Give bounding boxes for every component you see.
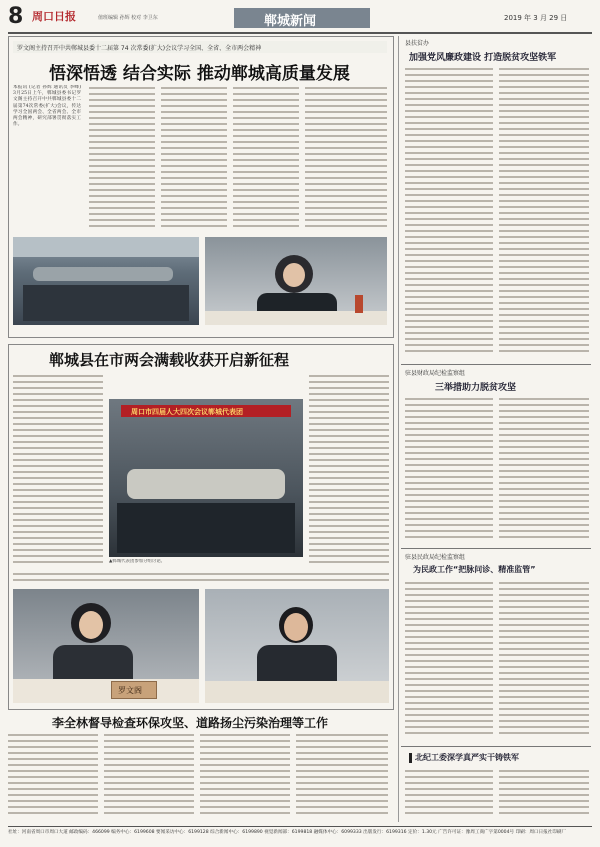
title-discipline: 北纪工委深学真严实干铸铁军 [415,753,519,762]
right-divider-1 [401,364,591,365]
top-headline: 悟深悟透 结合实际 推动郸城高质量发展 [49,64,350,84]
bottom-headline: 李全林督导检查环保攻坚、道路扬尘污染治理等工作 [52,716,329,730]
delegation-photo [109,399,303,557]
masthead-info: 值班编辑 孙辉 校对 李卫东 [98,15,158,21]
speaker-photo [205,237,387,325]
portrait-right [205,589,389,703]
masthead [8,6,592,30]
footer-rule [8,826,592,827]
masthead-rule [8,32,592,34]
name-plate-text: 罗文阁 [118,686,142,695]
footer-text: 社址：河南省周口市周口大道 邮政编码：466099 编务中心：6199608 要闻采访中心：6199128 综合新闻中心：6199890 视觉新闻部：6199818 融媒体中心：6099333 出版发行：6199316 定价：1.30元 广告许可证：豫周工商广字第0004号 印刷：周口日报社印刷厂 [8,830,567,835]
top-body-col-3 [161,87,227,233]
delegation-banner-text: 周口市四届人大四次会议郸城代表团 [131,408,243,416]
newspaper-name: 周口日报 [32,10,76,23]
bottom-col-1 [8,734,98,818]
tag-civil-affairs: 驻县民政局纪检监察组 [405,554,466,561]
title-finance-bureau: 三举措助力脱贫攻坚 [435,383,517,393]
name-plate [111,681,157,699]
right-s3-col-a [405,582,493,742]
right-column [398,36,593,822]
right-s3-col-b [499,582,589,742]
title-poverty-office: 加强党风廉政建设 打造脱贫攻坚铁军 [409,53,557,63]
title-marker-icon [409,753,412,763]
tag-poverty-office: 县扶贫办 [405,40,430,47]
mid-body-col-2 [309,375,389,571]
top-body-col-5 [305,87,387,233]
section-title: 郸城新闻 [264,14,317,29]
portrait-left [13,589,199,703]
mid-body-row [13,573,389,587]
cup-icon [355,295,363,313]
mid-body-col-1 [13,375,103,571]
delegation-banner [121,405,291,417]
top-story [8,36,394,338]
top-body-col-2 [89,87,155,233]
right-s2-col-b [499,398,589,544]
mid-headline: 郸城县在市两会满载收获开启新征程 [49,351,290,369]
masthead-date: 2019 年 3 月 29 日 [504,14,568,22]
right-s1-col-b [499,68,589,358]
top-kicker-bar [13,41,387,53]
right-s4-col-a [405,770,493,820]
page-number: 8 [8,4,24,29]
right-s2-col-a [405,398,493,544]
top-kicker: 罗文阁主持召开中共郸城县委十二届第 74 次常委(扩大)会议学习全国、全省、全市两会精神 [17,45,262,52]
title-civil-affairs: 为民政工作“把脉问诊、精准监管” [413,565,536,574]
tag-finance-bureau: 驻县财政局纪检监察组 [405,370,466,377]
top-body-col-4 [233,87,299,233]
top-lead: 本报讯 (记者 孙辉 通讯员 李峰) 3月25日上午，郸城县委书记罗文阁主持召开中共郸城县委十二届第74次常委(扩大)会议，传达学习全国两会、全省两会、全市两会精神，研究部署贯彻落实工作。 [13,85,81,128]
right-s4-col-b [499,770,589,820]
right-divider-2 [401,548,591,549]
bottom-col-2 [104,734,194,818]
section-banner [234,8,370,28]
mid-story [8,344,394,710]
right-divider-3 [401,746,591,747]
delegation-caption: ▲郸城代表团参加分组讨论。 [109,559,166,564]
meeting-photo [13,237,199,325]
right-s1-col-a [405,68,493,358]
bottom-col-4 [296,734,388,818]
bottom-story [8,712,392,822]
bottom-col-3 [200,734,290,818]
